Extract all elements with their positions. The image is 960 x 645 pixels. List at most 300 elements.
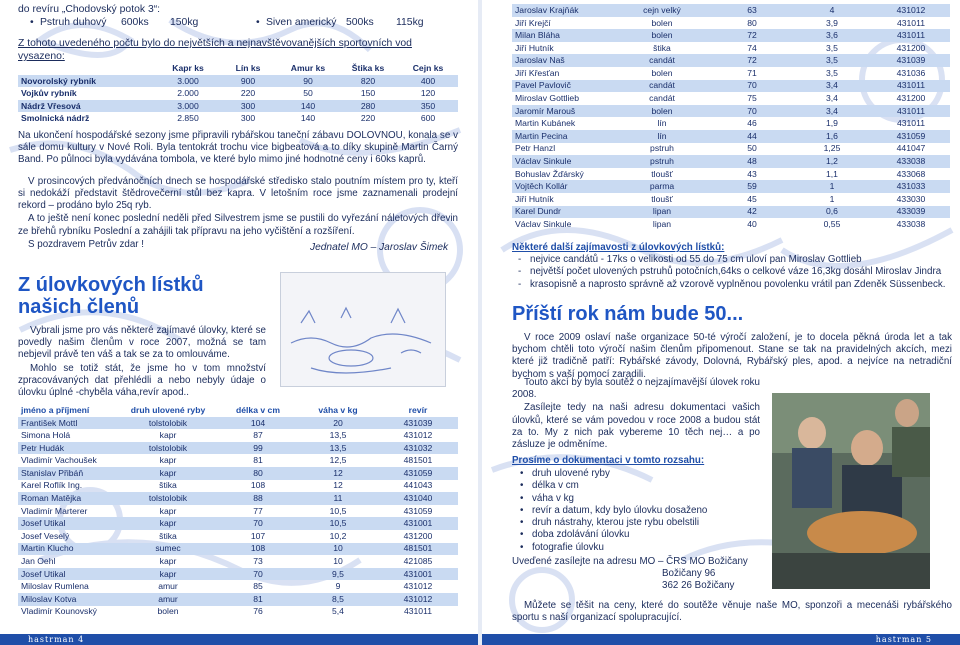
footer-right [482,634,960,645]
table-cell: pstruh [650,143,674,154]
table-cell: 280 [338,100,398,113]
table-cell: 1,6 [792,130,872,143]
paragraph-anniversary: V roce 2009 oslaví naše organizace 50-té výročí založení, je to docela pěkná úroda let a tak bychom chtěli toto výročí našim členům připomenout. Stane se tak na pravidelných akcích, mezi které již tradičně patří: Rybářské závody, Dolovná, Rybářský ples, apod. a nejvíce na netradiční bychom s vaší pomocí zaradili. [512,332,952,380]
table-row [18,112,458,125]
stock-header-cell: Cejn ks [412,62,444,73]
table-cell: 50 [303,88,313,99]
table-cell: 1,25 [823,143,841,154]
table-row [512,206,950,219]
table-cell: 2.850 [177,113,199,124]
table-cell: 12 [333,480,343,491]
stock-header-cell: Lín ks [235,62,261,73]
table-cell: 140 [300,113,316,124]
table-cell: 10,5 [298,517,378,530]
table-cell: 431011 [403,606,433,617]
left-page [0,0,478,645]
table-cell: 433038 [872,155,950,168]
table-cell: 431012 [872,4,950,17]
table-cell: Vladimír Vachoušek [21,455,97,466]
footer-left-label: hastrman 4 [28,635,85,644]
stock-header-cell: Štika ks [351,62,385,73]
table-cell: 481501 [403,455,433,466]
list-item: • délka v cm [518,480,760,492]
table-cell: 80 [218,467,298,480]
table-cell: 431011 [896,118,926,129]
table-cell: 104 [218,417,298,430]
table-row [512,17,950,30]
documentation-block [512,455,760,554]
table-cell: 140 [278,100,338,113]
table-cell: Simona Holá [21,430,71,441]
intro-stock-line: • Pstruh duhový 600ks 150kg • Siven americký 500ks 115kg [30,17,424,28]
table-cell: amur [158,581,178,592]
table-row [512,54,950,67]
table-cell: candát [649,93,675,104]
table-row [512,4,950,17]
table-cell: 48 [712,155,792,168]
table-cell: 10 [333,556,343,567]
table-cell: 46 [747,118,757,129]
table-cell: 431001 [378,568,458,581]
table-cell: Martin Kubánek [515,118,576,129]
table-cell: 10,2 [329,530,347,541]
table-cell: 44 [712,130,792,143]
table-cell: 107 [250,530,266,541]
table-cell: 433030 [896,193,926,204]
anniversary-heading: Příští rok nám bude 50... [512,303,744,325]
closing-text: Můžete se těšit na ceny, které do soutěže věnuje naše MO, sponzoři a mecenáši rybářského sportu s naší organizací spolupracující. [512,600,952,624]
table-row [512,67,950,80]
table-cell: 20 [298,417,378,430]
table-row [512,117,950,130]
table-cell: štika [653,42,671,53]
footer-right-label: hastrman 5 [875,635,932,644]
table-cell: Smolnická nádrž [21,113,90,124]
table-cell: 120 [420,88,436,99]
table-cell: Pavel Pavlovič [512,80,612,93]
paragraph-dance: Na ukončení hospodářské sezony jsme připravili rybářskou taneční zábavu DOLOVNOU, konala se v sále domu kultury v Nové Roli. Byla tentokrát trochu vice bigbeatová a to díky skupině Martin Čarný Band. Po půlnoci byla vydávána tombola, ve které bylo mimo jiné hodnotné ceny i 60ks kaprů. [18,130,458,166]
table-cell: 1,1 [826,168,838,179]
table-cell: Václav Sinkule [512,155,612,168]
table-cell: tloušť [651,168,673,179]
table-cell: 40 [747,219,757,230]
table-row [18,429,458,442]
table-cell: lipan [652,219,672,230]
intro-block [18,3,458,63]
table-cell: 433039 [872,206,950,219]
table-cell: candát [612,80,712,93]
table-cell: 431032 [378,442,458,455]
address-line2: Božičany 96 [662,568,716,580]
table-row [18,517,458,530]
table-cell: 481501 [378,543,458,556]
stock-b-name: Siven americký [266,17,337,28]
table-cell: 421085 [403,556,433,567]
documentation-title: Prosíme o dokumentaci v tomto rozsahu: [512,455,705,466]
table-row [512,218,950,231]
table-cell: Martin Klucho [18,543,118,556]
table-cell: 431012 [403,581,433,592]
table-cell: 431039 [872,54,950,67]
table-cell: 431039 [378,417,458,430]
address-label: Uveďené zasílejte na adresu MO – ČRS MO Božičany [512,556,748,567]
table-cell: lipan [612,206,712,219]
table-cell: 300 [240,113,256,124]
table-cell: 400 [398,75,458,88]
table-cell: amur [118,593,218,606]
catch-header-cell: váha v kg [318,404,358,415]
interesting-block [512,242,952,291]
table-cell: Miloslav Rumlena [21,581,89,592]
table-cell: 431200 [403,530,433,541]
paragraph-trees: A to ještě není konec poslední neděli před Silvestrem jsme se pustili do vyřezání náletových dřevin ze břehů rybníku Poslední a zahájili tak přípravu na jeho vyčištění a rozšíření. [18,213,458,237]
table-cell: 350 [398,100,458,113]
fishermen-photo [772,393,930,589]
table-cell: Novorolský rybník [18,75,158,88]
table-row [512,168,950,181]
table-cell: Jaromír Marouš [512,105,612,118]
catch-header-cell: druh ulovené ryby [130,404,206,415]
table-cell: 12 [298,467,378,480]
table-cell: 431011 [896,17,926,28]
table-cell: kapr [118,467,218,480]
table-cell: 3,4 [826,93,838,104]
table-cell: tolstolobik [118,442,218,455]
table-row [512,80,950,93]
table-cell: Jaroslav Naš [512,54,612,67]
table-cell: kapr [159,455,177,466]
table-cell: 75 [747,93,757,104]
table-cell: 72 [712,29,792,42]
table-cell: 3.000 [158,75,218,88]
table-cell: 431012 [403,430,433,441]
interesting-list [512,254,952,291]
table-row [18,505,458,518]
table-row [18,454,458,467]
table-cell: 81 [218,593,298,606]
footer-left [0,634,478,645]
table-cell: 85 [253,581,263,592]
table-cell: 63 [712,4,792,17]
table-cell: 220 [360,113,376,124]
table-cell: 72 [712,54,792,67]
table-cell: 3,6 [792,29,872,42]
table-cell: cejn velký [612,4,712,17]
table-cell: Martin Pecina [512,130,612,143]
table-cell: 3.000 [158,100,218,113]
sketch-drawing-icon [281,273,446,387]
contest-text [512,377,760,452]
table-cell: 820 [338,75,398,88]
address-line3: 362 26 Božičany [662,580,735,592]
table-cell: 2.000 [177,88,199,99]
table-cell: 8,5 [298,593,378,606]
table-row [512,29,950,42]
table-cell: 3,4 [792,80,872,93]
table-row [18,442,458,455]
paragraph-apology: Mohlo se totiž stát, že jsme ho v tom množství zpracovávaných dat přehlédli a nebo nebyly údaje o úlovku úplné -chyběla váha,revír apod.. [18,362,266,399]
table-cell: Roman Matějka [18,492,118,505]
catch-header-cell: revír [408,404,428,415]
table-cell: Josef Utikal [18,568,118,581]
intro-line2: Z tohoto uvedeného počtu bylo do největších a nejnavštěvovanějších sportovních vod vysazeno: [18,38,412,62]
catch-table [18,404,458,618]
table-cell: bolen [612,29,712,42]
table-cell: 87 [253,430,263,441]
table-cell: Milan Bláha [512,29,612,42]
table-cell: 70 [712,105,792,118]
table-cell: 431011 [872,80,950,93]
table-cell: tloušť [651,193,673,204]
table-cell: Karel Roflík Ing. [21,480,83,491]
table-cell: 600 [420,113,436,124]
table-cell: 441043 [403,480,433,491]
table-cell: 10 [298,543,378,556]
table-cell: 99 [218,442,298,455]
table-cell: 70 [218,517,298,530]
table-row [18,593,458,606]
table-cell: bolen [157,606,179,617]
list-item: • revír a datum, kdy bylo úlovku dosaženo [518,505,760,517]
table-cell: parma [612,180,712,193]
table-cell: 5,4 [332,606,344,617]
table-cell: Jiří Krejčí [515,17,551,28]
table-cell: bolen [651,17,673,28]
table-cell: 431012 [378,593,458,606]
table-cell: kapr [118,568,218,581]
table-cell: sumec [118,543,218,556]
stock-a-count: 600ks [121,17,149,28]
table-cell: 431036 [896,67,926,78]
documentation-list [512,468,760,554]
table-row [512,155,950,168]
table-cell: 12,5 [329,455,347,466]
table-cell: 431200 [896,42,926,53]
list-item: • druh ulovené ryby [518,468,760,480]
table-cell: 9,5 [298,568,378,581]
table-cell: 3,9 [826,17,838,28]
table-cell: bolen [612,105,712,118]
table-cell: Karel Dundr [512,206,612,219]
table-cell: Jiří Hutník [515,42,554,53]
table-row [18,467,458,480]
stock-a-weight: 150kg [170,17,199,28]
table-row [18,100,458,113]
table-cell: kapr [159,505,177,516]
intro-line1: do revíru „Chodovský potok 3“: [18,4,161,15]
table-cell: Petr Hudák [18,442,118,455]
stock-header-cell [18,62,158,75]
table-cell: štika [159,530,177,541]
table-cell: 81 [253,455,263,466]
table-cell: 80 [747,17,757,28]
table-cell: pstruh [612,155,712,168]
table-row [512,193,950,206]
address-block [512,556,772,593]
table-row [18,568,458,581]
table-cell: Stanislav Přibáň [18,467,118,480]
stock-header-cell: Kapr ks [172,62,204,73]
table-cell: Václav Sinkule [515,219,572,230]
table-row [512,143,950,156]
table-cell: 10,5 [329,505,347,516]
signature: Jednatel MO – Jaroslav Šimek [310,242,449,253]
table-cell: 900 [218,75,278,88]
table-cell: 70 [218,568,298,581]
table-cell: Vojtěch Kollár [512,180,612,193]
list-item: • váha v kg [518,493,760,505]
table-cell: 441047 [896,143,926,154]
table-cell: 74 [747,42,757,53]
table-row [18,543,458,556]
table-cell: Jiří Hutník [515,193,554,204]
table-cell: štika [159,480,177,491]
table-row [18,492,458,505]
table-cell: Vladimír Marterer [21,505,88,516]
catches-heading: Z úlovkových lístků našich členů [18,274,204,318]
table-cell: 45 [747,193,757,204]
table-cell: 1 [792,180,872,193]
table-cell: 431011 [872,29,950,42]
table-cell: Miloslav Kotva [18,593,118,606]
table-row [18,606,458,619]
table-cell: 9 [335,581,341,592]
table-cell: 431033 [872,180,950,193]
table-cell: 88 [218,492,298,505]
table-cell: 431059 [872,130,950,143]
table-cell: 108 [250,480,266,491]
table-cell: 0,6 [792,206,872,219]
stock-b-count: 500ks [346,17,374,28]
anniversary-intro [512,332,952,382]
fishermen-photo-icon [772,393,930,589]
table-cell: 1,2 [792,155,872,168]
table-cell: tolstolobik [118,492,218,505]
table-row [18,580,458,593]
table-cell: 300 [218,100,278,113]
table-cell: 59 [712,180,792,193]
table-cell: 431040 [378,492,458,505]
table-cell: Josef Veselý [21,530,70,541]
table-cell: Nádrž Vřesová [18,100,158,113]
table-cell: 13,5 [298,442,378,455]
catches-intro [18,325,266,400]
table-cell: 43 [747,168,757,179]
table-cell: Bohuslav Žďárský [515,168,584,179]
paragraph-selection: Vybrali jsme pro vás některé zajímavé úlovky, které se povedly našim členům v roce 2007, možná se tam nebjevil právě ten váš a tak se za to omlouváme. [18,325,266,361]
table-row [18,530,458,543]
interesting-title: Některé další zajímavosti z úlovkových lístků: [512,242,725,253]
table-row [18,75,458,88]
table-cell: 431200 [896,93,926,104]
table-row [512,180,950,193]
table-cell: Petr Hanzl [515,143,556,154]
table-cell: 431059 [403,505,433,516]
greeting: S pozdravem Petrův zdar ! [28,238,144,250]
catch-table-continued [512,4,950,231]
table-cell: Vladimír Kounovský [21,606,97,617]
stock-a-name: Pstruh duhový [40,17,107,28]
paragraph-send: Zasílejte tedy na naši adresu dokumentaci vašich úlovků, které se vám povedou v roce 2008 a budou stát za to. My z nich pak vybereme 10 těch nej… a po zásluze je odměníme. [512,402,760,451]
table-cell: 50 [747,143,757,154]
table-row [18,555,458,568]
table-cell: 150 [360,88,376,99]
catch-header-cell: délka v cm [236,404,280,415]
table-row [18,417,458,430]
table-row [512,105,950,118]
table-cell: 431059 [378,467,458,480]
table-cell: 0,55 [823,219,841,230]
table-cell: 4 [792,4,872,17]
table-cell: 431011 [872,105,950,118]
table-cell: 11 [298,492,378,505]
table-cell: kapr [159,556,177,567]
table-cell: Miroslav Gottlieb [515,93,579,104]
left-text-block [18,130,458,252]
table-cell: 3,5 [792,54,872,67]
table-cell: 3,4 [792,105,872,118]
table-cell: 220 [240,88,256,99]
list-item: - největší počet ulovených pstruhů potočních,64ks o celkové váze 16,3kg dosáhl Miroslav Jindra [512,266,952,278]
table-cell: Vojkův rybník [21,88,77,99]
list-item: • doba zdolávání úlovku [518,529,760,541]
table-cell: 1 [829,193,835,204]
table-cell: Jiří Křesťan [515,67,560,78]
table-row [512,92,950,105]
table-cell: 108 [218,543,298,556]
table-cell: 433068 [896,168,926,179]
sketch-photo [280,272,446,387]
table-cell: 71 [747,67,757,78]
table-row [512,42,950,55]
table-cell: Josef Utikal [18,517,118,530]
paragraph-contest: Touto akcí by byla soutěž o nejzajímavější úlovek roku 2008. [512,377,760,401]
table-cell: 433038 [896,219,926,230]
stock-table [18,62,458,125]
catch-header-cell: jméno a příjmení [21,404,90,415]
table-cell: kapr [159,430,177,441]
table-cell: 3,5 [826,42,838,53]
table-cell: 3,5 [826,67,838,78]
table-cell: bolen [651,67,673,78]
table-cell: František Mottl [18,417,118,430]
stock-b-weight: 115kg [396,17,424,28]
table-cell: Jaroslav Krajňák [512,4,612,17]
table-cell: tolstolobik [118,417,218,430]
table-cell: 13,5 [329,430,347,441]
paragraph-christmas: V prosincových předvánočních dnech se hospodářské středisko stalo poutním místem pro ty, kteří si nedokáží představit štědrovečerní stůl bez kapra. V letošním roce jsme zaznamenali prodejní rekord – prodáno bylo 25q ryb. [18,175,458,212]
stock-header-cell: Amur ks [290,62,326,73]
table-cell: 42 [712,206,792,219]
table-cell: 73 [253,556,263,567]
table-cell: Jan Oehl [21,556,56,567]
table-cell: kapr [118,517,218,530]
table-row [18,480,458,493]
table-cell: 70 [712,80,792,93]
table-row [18,87,458,100]
table-cell: candát [612,54,712,67]
table-cell: lín [657,118,667,129]
table-cell: lín [612,130,712,143]
table-cell: 1,9 [826,118,838,129]
list-item: • druh nástrahy, kterou jste rybu obelstili [518,517,760,529]
table-row [512,130,950,143]
table-cell: 90 [278,75,338,88]
table-cell: 77 [253,505,263,516]
right-page [482,0,960,645]
list-item: - nejvice candátů - 17ks o velikosti od 55 do 75 cm uloví pan Miroslav Gottlieb [512,254,952,266]
list-item: • fotografie úlovku [518,542,760,554]
